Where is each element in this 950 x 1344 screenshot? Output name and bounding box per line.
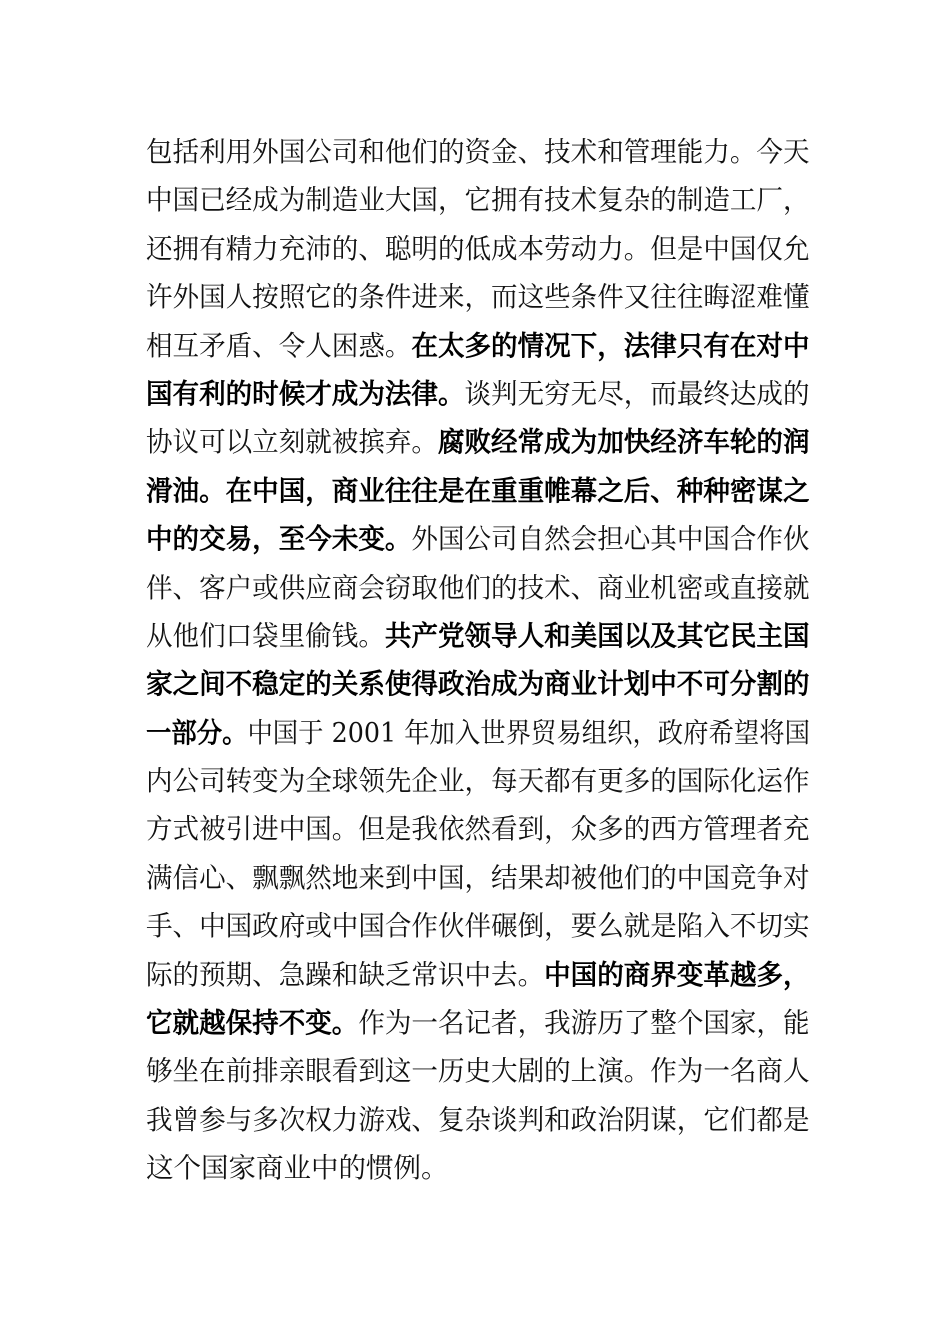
text-segment: 还拥有精力充沛的、聪明的低成本劳动力。但是中国仅允 (146, 232, 810, 265)
text-line (146, 273, 810, 321)
text-line (146, 660, 810, 708)
text-segment: 满信心、飘飘然地来到中国，结果却被他们的中国竞争对 (146, 861, 810, 894)
text-line (146, 709, 810, 757)
text-segment: 方式被引进中国。但是我依然看到，众多的西方管理者充 (146, 813, 810, 846)
bold-text-segment: 它就越保持不变。 (146, 1007, 359, 1040)
text-line (146, 854, 810, 902)
text-line (146, 128, 810, 176)
bold-text-segment: 在太多的情况下，法律只有在对中 (411, 329, 810, 362)
text-line (146, 564, 810, 612)
text-segment: 从他们口袋里偷钱。 (146, 619, 385, 652)
text-segment: 这个国家商业中的惯例。 (146, 1152, 449, 1185)
text-segment: 够坐在前排亲眼看到这一历史大剧的上演。作为一名商人 (146, 1055, 810, 1088)
bold-text-segment: 中国的商界变革越多， (544, 958, 810, 991)
text-segment: 中国于 2001 年加入世界贸易组织，政府希望将国 (247, 716, 810, 749)
text-line (146, 805, 810, 853)
bold-text-segment: 中的交易，至今未变。 (146, 523, 412, 556)
bold-text-segment: 滑油。在中国，商业往往是在重重帷幕之后、种种密谋之 (146, 474, 810, 507)
text-line (146, 225, 810, 273)
body-paragraph (146, 128, 810, 1193)
text-line (146, 902, 810, 950)
bold-text-segment: 共产党领导人和美国以及其它民主国 (384, 619, 810, 652)
text-line (146, 418, 810, 466)
text-segment: 我曾参与多次权力游戏、复杂谈判和政治阴谋，它们都是 (146, 1103, 810, 1136)
text-segment: 伴、客户或供应商会窃取他们的技术、商业机密或直接就 (146, 571, 810, 604)
text-line (146, 1047, 810, 1095)
text-segment: 谈判无穷无尽，而最终达成的 (464, 377, 810, 410)
bold-text-segment: 家之间不稳定的关系使得政治成为商业计划中不可分割的 (146, 668, 810, 701)
text-segment: 协议可以立刻就被摈弃。 (146, 426, 438, 459)
text-segment: 中国已经成为制造业大国，它拥有技术复杂的制造工厂， (146, 184, 810, 217)
bold-text-segment: 国有利的时候才成为法律。 (146, 377, 465, 410)
bold-text-segment: 一部分。 (146, 716, 248, 749)
text-segment: 外国公司自然会担心其中国合作伙 (411, 523, 810, 556)
text-segment: 手、中国政府或中国合作伙伴碾倒，要么就是陷入不切实 (146, 910, 810, 943)
text-line (146, 1144, 810, 1192)
text-line (146, 757, 810, 805)
text-line (146, 370, 810, 418)
text-line (146, 515, 810, 563)
text-segment: 包括利用外国公司和他们的资金、技术和管理能力。今天 (146, 136, 810, 168)
bold-text-segment: 腐败经常成为加快经济车轮的润 (437, 426, 810, 459)
text-line (146, 467, 810, 515)
text-line (146, 612, 810, 660)
text-segment: 作为一名记者，我游历了整个国家，能 (358, 1007, 810, 1040)
text-line (146, 951, 810, 999)
text-segment: 相互矛盾、令人困惑。 (146, 329, 412, 362)
text-segment: 许外国人按照它的条件进来，而这些条件又往往晦涩难懂 (146, 281, 810, 314)
text-segment: 内公司转变为全球领先企业，每天都有更多的国际化运作 (146, 765, 810, 798)
text-line (146, 322, 810, 370)
text-segment: 际的预期、急躁和缺乏常识中去。 (146, 958, 545, 991)
text-line (146, 1096, 810, 1144)
text-line (146, 176, 810, 224)
text-line (146, 999, 810, 1047)
